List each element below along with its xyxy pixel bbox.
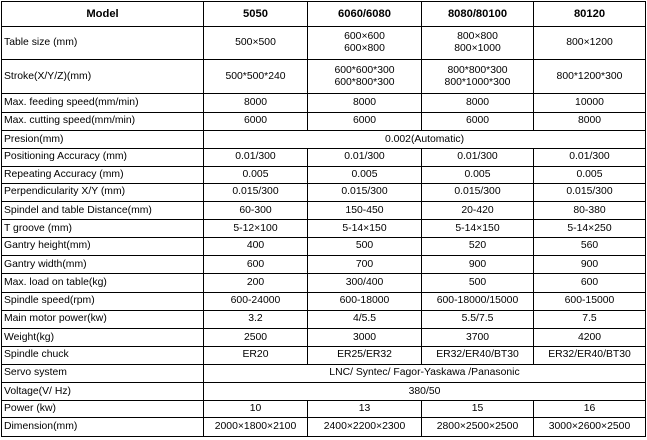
cell-line: 600×600 (344, 31, 385, 43)
header-6060-6080: 6060/6080 (308, 2, 422, 27)
cell: 600-15000 (534, 292, 646, 310)
cell: 5-14×150 (308, 220, 422, 237)
cell: 2500 (204, 329, 308, 347)
table-row (2, 274, 646, 292)
table-row (2, 382, 646, 400)
row-label: Weight(kg) (2, 329, 204, 347)
cell-line: 600*600*300 (334, 64, 395, 76)
cell-line: 600*800*300 (334, 76, 395, 88)
cell: 5-14×250 (534, 220, 646, 237)
cell: 8000 (422, 94, 534, 112)
cell: 600-18000/15000 (422, 292, 534, 310)
cell: 15 (422, 401, 534, 418)
cell: 6000 (422, 112, 534, 130)
row-label: Stroke(X/Y/Z)(mm) (2, 59, 204, 94)
table-row (2, 292, 646, 310)
cell: 10 (204, 401, 308, 418)
table-row (2, 94, 646, 112)
cell: 4/5.5 (308, 310, 422, 328)
cell: 2400×2200×2300 (308, 418, 422, 437)
cell: 0.005 (308, 166, 422, 183)
header-8080-80100: 8080/80100 (422, 2, 534, 27)
header-row (2, 2, 646, 27)
row-label: Perpendicularity X/Y (mm) (2, 183, 204, 201)
cell: 500×500 (204, 27, 308, 60)
cell: ER20 (204, 347, 308, 364)
cell: 500*500*240 (204, 59, 308, 94)
row-label: Main motor power(kw) (2, 310, 204, 328)
row-label: Spindle chuck (2, 347, 204, 364)
row-label: Power (kw) (2, 401, 204, 418)
cell: 0.005 (204, 166, 308, 183)
merged-cell: 0.002(Automatic) (204, 131, 646, 149)
table-row (2, 364, 646, 382)
cell: 0.015/300 (422, 183, 534, 201)
table-row (2, 329, 646, 347)
cell: 600 (534, 274, 646, 292)
table-row (2, 220, 646, 237)
row-label: Repeating Accuracy (mm) (2, 166, 204, 183)
row-label: Table size (mm) (2, 27, 204, 60)
cell: 20-420 (422, 202, 534, 220)
header-model: Model (2, 2, 204, 27)
cell: 900 (422, 255, 534, 273)
cell: ER25/ER32 (308, 347, 422, 364)
row-label: Voltage(V/ Hz) (2, 382, 204, 400)
cell: 4200 (534, 329, 646, 347)
cell (308, 27, 422, 60)
cell: 5.5/7.5 (422, 310, 534, 328)
cell: 700 (308, 255, 422, 273)
cell: 0.01/300 (204, 149, 308, 166)
cell: 520 (422, 237, 534, 255)
cell: 560 (534, 237, 646, 255)
cell: 0.01/300 (422, 149, 534, 166)
cell: 900 (534, 255, 646, 273)
row-label: Positioning Accuracy (mm) (2, 149, 204, 166)
cell: 0.015/300 (204, 183, 308, 201)
table-row (2, 255, 646, 273)
cell: 6000 (204, 112, 308, 130)
cell-line: 800×800 (457, 31, 498, 43)
cell-line: 600×800 (344, 43, 385, 55)
table-row (2, 237, 646, 255)
cell (422, 59, 534, 94)
cell-line: 800×1000 (454, 43, 501, 55)
cell: 0.01/300 (308, 149, 422, 166)
cell: 5-14×150 (422, 220, 534, 237)
cell: 8000 (308, 94, 422, 112)
cell: 80-380 (534, 202, 646, 220)
cell: 0.005 (422, 166, 534, 183)
header-5050: 5050 (204, 2, 308, 27)
cell: 3000×2600×2500 (534, 418, 646, 437)
cell: 800×1200 (534, 27, 646, 60)
row-label: Dimension(mm) (2, 418, 204, 437)
table-row (2, 166, 646, 183)
row-label: Gantry width(mm) (2, 255, 204, 273)
cell: 2000×1800×2100 (204, 418, 308, 437)
cell: 8000 (204, 94, 308, 112)
merged-cell: LNC/ Syntec/ Fagor-Yaskawa /Panasonic (204, 364, 646, 382)
table-row (2, 401, 646, 418)
row-label: Max. cutting speed(mm/min) (2, 112, 204, 130)
cell: 8000 (534, 112, 646, 130)
header-80120: 80120 (534, 2, 646, 27)
cell: 0.01/300 (534, 149, 646, 166)
cell: 13 (308, 401, 422, 418)
cell: 500 (422, 274, 534, 292)
cell: 0.015/300 (308, 183, 422, 201)
cell: 150-450 (308, 202, 422, 220)
cell: 16 (534, 401, 646, 418)
table-row (2, 347, 646, 364)
row-label: Servo system (2, 364, 204, 382)
cell: 0.015/300 (534, 183, 646, 201)
table-row (2, 183, 646, 201)
table-row (2, 112, 646, 130)
cell: 2800×2500×2500 (422, 418, 534, 437)
cell-line: 800*800*300 (447, 64, 508, 76)
table-row (2, 27, 646, 60)
cell: 60-300 (204, 202, 308, 220)
cell: 600-24000 (204, 292, 308, 310)
row-label: Spindel and table Distance(mm) (2, 202, 204, 220)
cell: 800*1200*300 (534, 59, 646, 94)
cell: 3700 (422, 329, 534, 347)
cell: ER32/ER40/BT30 (534, 347, 646, 364)
cell: 500 (308, 237, 422, 255)
cell: 600-18000 (308, 292, 422, 310)
cell: 200 (204, 274, 308, 292)
row-label: Max. load on table(kg) (2, 274, 204, 292)
spec-table (1, 1, 646, 437)
cell: 10000 (534, 94, 646, 112)
cell: 300/400 (308, 274, 422, 292)
cell-line: 800*1000*300 (444, 76, 511, 88)
table-row (2, 202, 646, 220)
cell: 7.5 (534, 310, 646, 328)
cell: 600 (204, 255, 308, 273)
cell: 6000 (308, 112, 422, 130)
row-label: Spindle speed(rpm) (2, 292, 204, 310)
cell: 5-12×100 (204, 220, 308, 237)
cell: 3000 (308, 329, 422, 347)
row-label: T groove (mm) (2, 220, 204, 237)
row-label: Presion(mm) (2, 131, 204, 149)
cell: ER32/ER40/BT30 (422, 347, 534, 364)
cell (422, 27, 534, 60)
table-row (2, 149, 646, 166)
cell: 3.2 (204, 310, 308, 328)
merged-cell: 380/50 (204, 382, 646, 400)
row-label: Gantry height(mm) (2, 237, 204, 255)
cell: 400 (204, 237, 308, 255)
table-row (2, 59, 646, 94)
table-row (2, 310, 646, 328)
table-row (2, 131, 646, 149)
cell: 0.005 (534, 166, 646, 183)
cell (308, 59, 422, 94)
row-label: Max. feeding speed(mm/min) (2, 94, 204, 112)
table-row (2, 418, 646, 437)
